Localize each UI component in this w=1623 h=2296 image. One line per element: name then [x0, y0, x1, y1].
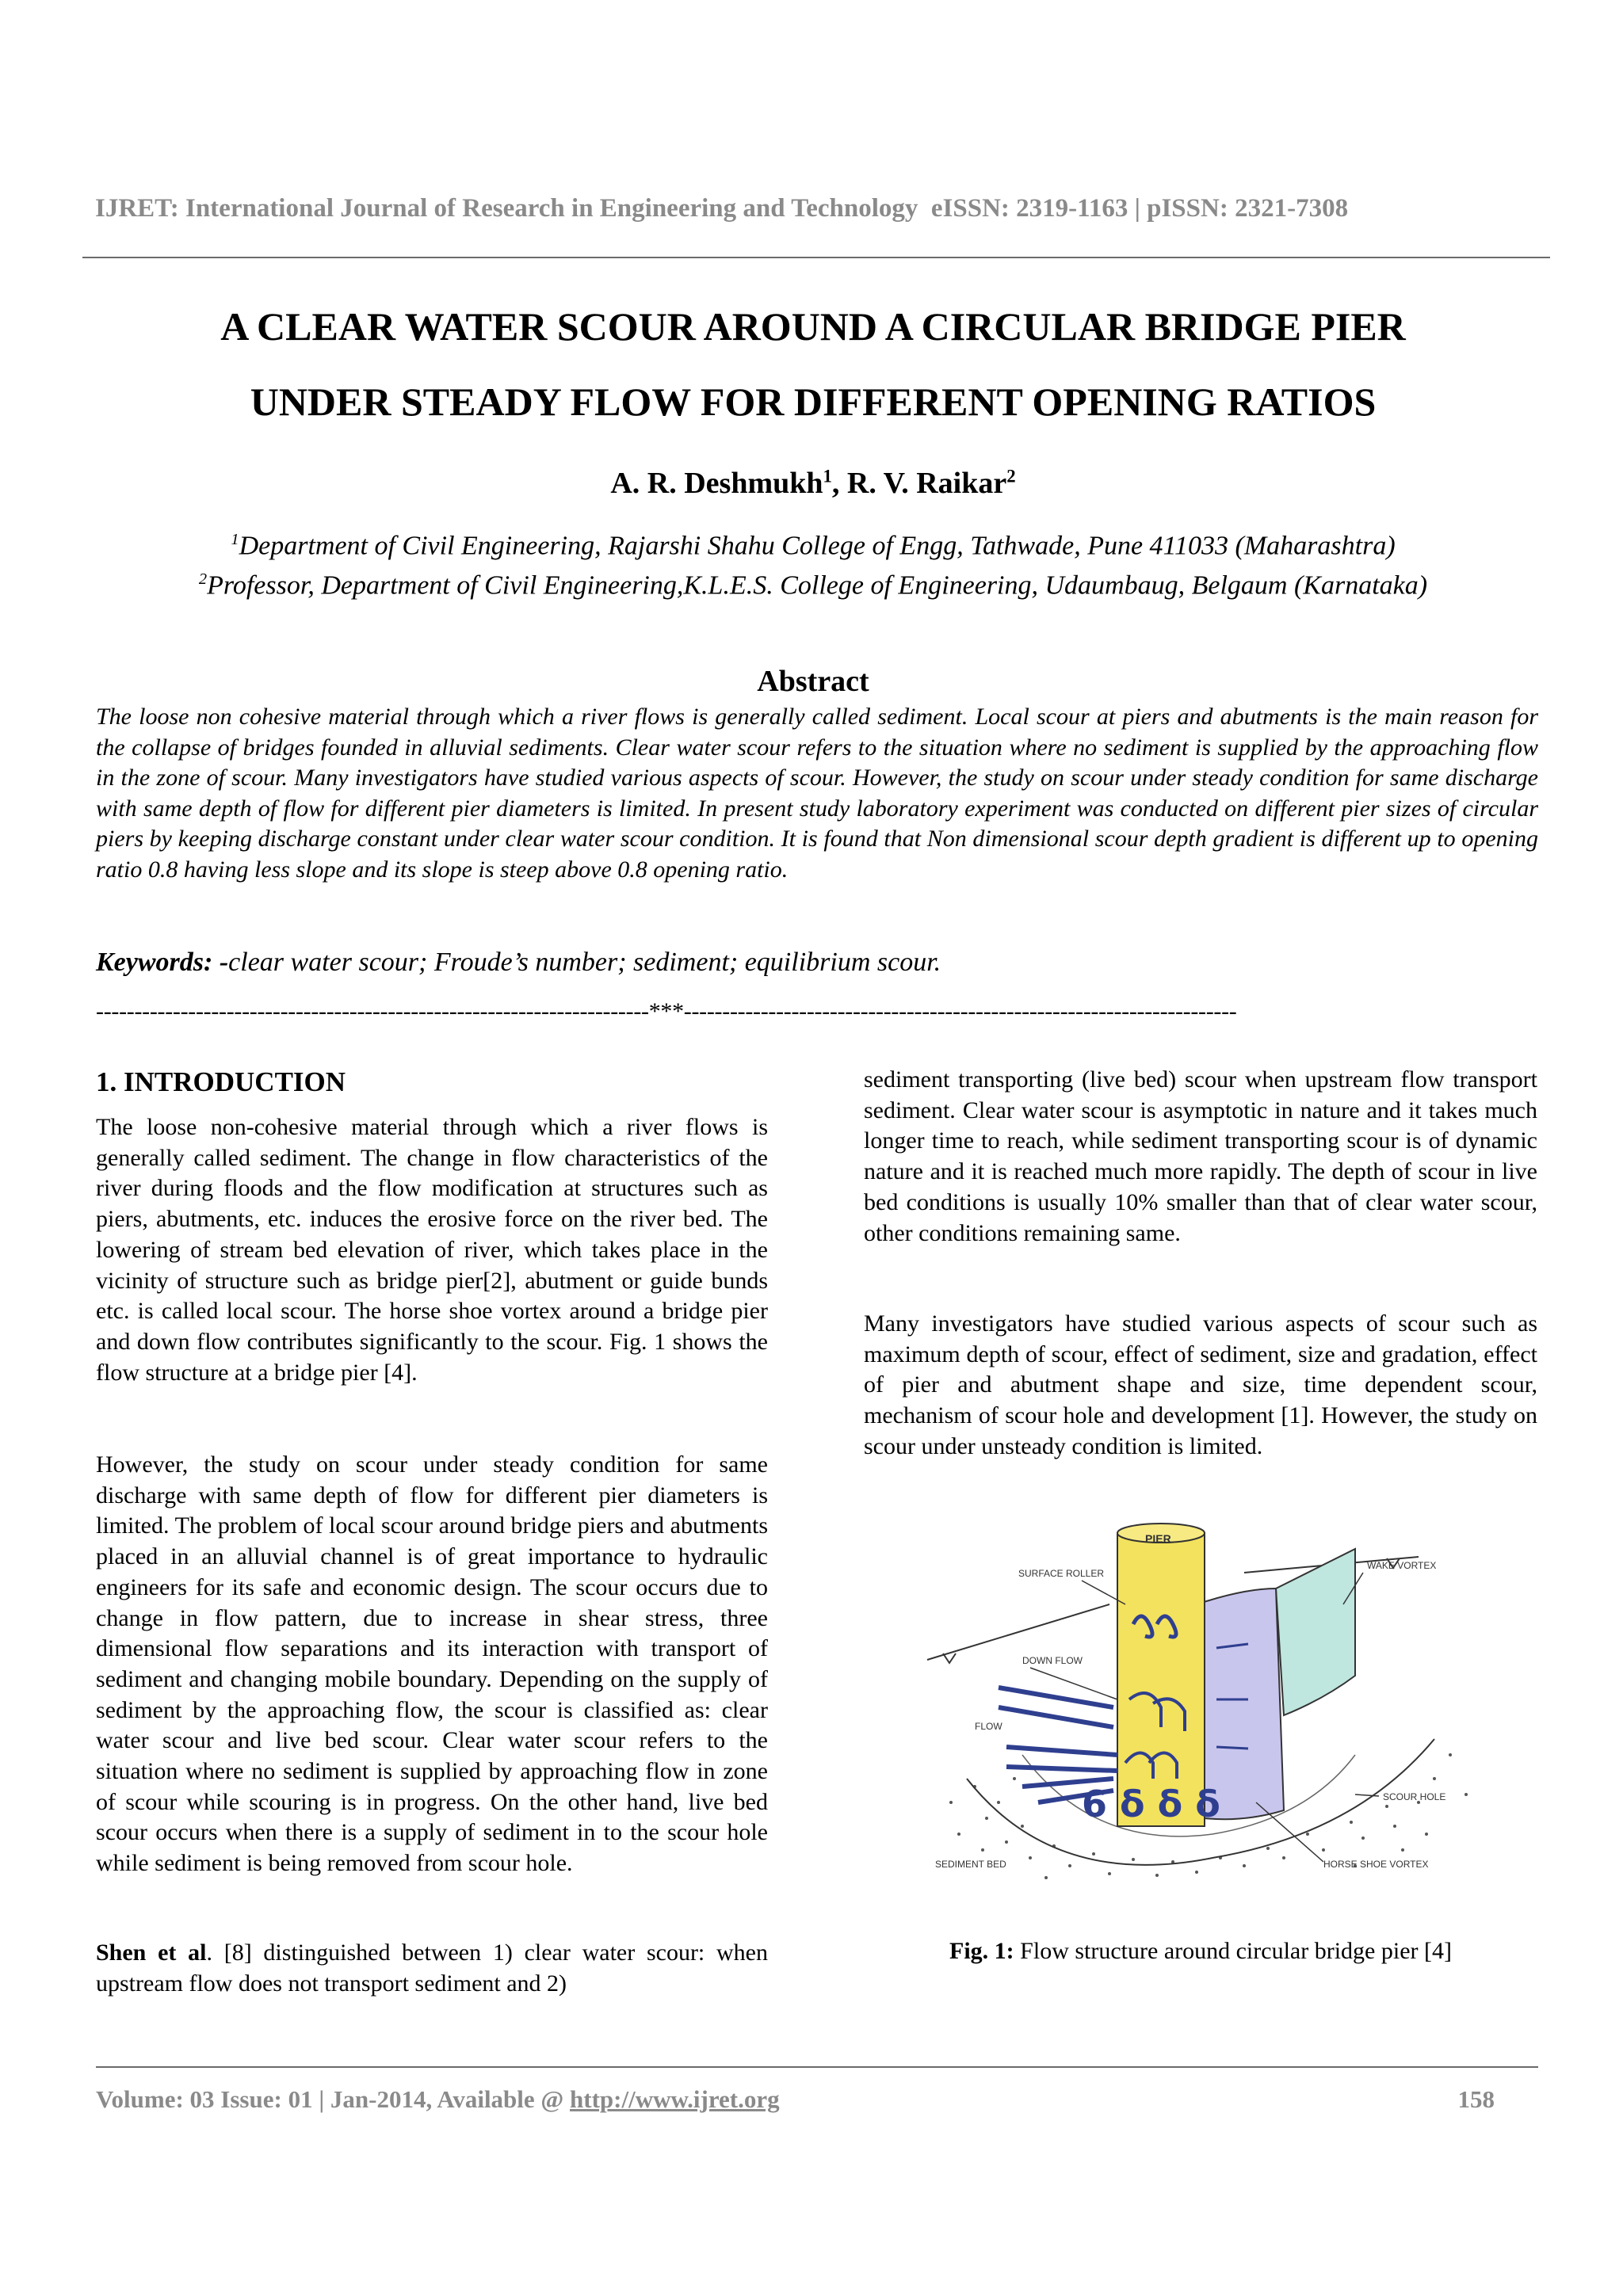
footer — [96, 2085, 1538, 2114]
water-surface-line — [927, 1604, 1109, 1660]
label-scour-hole: SCOUR HOLE — [1383, 1791, 1446, 1802]
author-1-sup: 1 — [823, 466, 832, 486]
keywords — [96, 948, 1538, 978]
authors — [82, 466, 1544, 501]
journal-link[interactable]: http://www.ijret.org — [570, 2085, 780, 2113]
figure-caption — [864, 1938, 1537, 1965]
label-surface-roller: SURFACE ROLLER — [1018, 1568, 1105, 1579]
affiliations — [82, 523, 1544, 603]
intro-paragraph-1: The loose non-cohesive material through which a river flows is generally called sediment. The change in flow characteristics of the river during floods and the flow modification at structures such as piers, abutments, etc. induces the erosive force on the river bed. The lowering of stream bed elevation of river, which takes place in the vicinity of structure such as bridge pier[2], abutment or guide bunds etc. is called local scour. The horse shoe vortex around a bridge pier and down flow contributes significantly to the scour. Fig. 1 shows the flow structure at a bridge pier [4]. — [96, 1114, 768, 1386]
affiliation-2-sup: 2 — [198, 570, 208, 589]
affiliation-2 — [82, 563, 1544, 602]
issn: eISSN: 2319-1163 | pISSN: 2321-7308 — [930, 194, 1349, 223]
intro-right-paragraph-2: Many investigators have studied various aspects of scour such as maximum depth of scour, effect of sediment, size and gradation, effect of pier and abutment shape and size, time dependent scour, mechanism of scour hole and development [1]. However, the study on scour under unsteady condition is limited. — [864, 1310, 1537, 1459]
label-flow: FLOW — [975, 1721, 1002, 1732]
label-pier: PIER — [1145, 1532, 1171, 1545]
paper-title — [82, 289, 1544, 440]
affiliation-1 — [82, 523, 1544, 563]
title-line-1: A CLEAR WATER SCOUR AROUND A CIRCULAR BRIDGE PIER — [220, 304, 1406, 349]
intro-paragraph-2: However, the study on scour under steady condition for same discharge with same depth of flow for different pier diameters is limited. The problem of local scour around bridge piers and abutments placed in an alluvial channel is of great importance to hydraulic engineers for its safe and economic design. The scour occurs due to change in flow pattern, due to increase in shear stress, three dimensional flow separations and its interaction with transport of sediment and changing mobile boundary. Depending on the supply of sediment by the approaching flow, the scour is classified as: clear water scour and live bed scour. Clear water scour refers to the situation where no sediment is supplied by approaching flow in zone of scour while scouring is in progress. On the other hand, live bed scour occurs when there is a supply of sediment in to the scour hole while sediment is being removed from scour hole. — [96, 1451, 768, 1877]
label-horse-shoe-vortex: HORSE SHOE VORTEX — [1323, 1859, 1429, 1870]
figure-caption-text: Flow structure around circular bridge pier [4] — [1014, 1938, 1452, 1964]
water-level-marker — [943, 1653, 956, 1663]
title-line-2: UNDER STEADY FLOW FOR DIFFERENT OPENING RATIOS — [250, 379, 1377, 424]
footer-rule — [96, 2066, 1538, 2068]
intro-paragraph-3-text: . [8] distinguished between 1) clear water scour: when upstream flow does not transport sediment and 2) — [96, 1939, 768, 1997]
page-number: 158 — [1457, 2085, 1495, 2113]
running-header — [95, 194, 1537, 223]
keywords-text: clear water scour; Froude’s number; sediment; equilibrium scour. — [228, 948, 941, 977]
affiliation-2-text: Professor, Department of Civil Engineering,K.L.E.S. College of Engineering, Udaumbaug, Belgaum (Karnataka) — [207, 570, 1428, 601]
abstract-text: The loose non cohesive material through which a river flows is generally called sediment. Local scour at piers and abutments is the main reason for the collapse of bridges founded in alluvial sediments. Clear water scour refers to the situation where no sediment is supplied by the approaching flow in the zone of scour. Many investigators have studied various aspects of scour. However, the study on scour under steady condition for same discharge with same depth of flow for different pier diameters is limited. In present study laboratory experiment was conducted on different pier sizes of circular piers by keeping discharge constant under clear water scour condition. It is found that Non dimensional scour depth gradient is different up to opening ratio 0.8 having less slope and its slope is steep above 0.8 opening ratio. — [96, 704, 1538, 883]
label-wake-vortex: WAKE VORTEX — [1367, 1560, 1437, 1571]
horse-shoe-vortex-swirls: 6 δ δ δ — [1082, 1783, 1220, 1825]
author-2: R. V. Raikar — [846, 467, 1007, 500]
journal-name: IJRET: International Journal of Research in Engineering and Technology — [95, 194, 918, 223]
figure-caption-label: Fig. 1: — [949, 1938, 1014, 1964]
abstract-heading: Abstract — [757, 665, 869, 698]
author-separator: , — [831, 467, 847, 500]
intro-right-paragraph-1: sediment transporting (live bed) scour when upstream flow transport sediment. Clear water scour is asymptotic in nature and it takes much longer time to reach, while sediment transporting scour is of dynamic nature and it is reached much more rapidly. The depth of scour in live bed conditions is usually 10% smaller than that of clear water scour, other conditions remaining same. — [864, 1066, 1537, 1246]
label-sediment-bed: SEDIMENT BED — [935, 1859, 1006, 1870]
affiliation-1-sup: 1 — [231, 531, 239, 548]
affiliation-1-text: Department of Civil Engineering, Rajarshi Shahu College of Engg, Tathwade, Pune 411033 (Maharashtra) — [239, 531, 1396, 561]
footer-volume: Volume: 03 Issue: 01 | Jan-2014, Available @ — [96, 2085, 571, 2113]
cited-authors: Shen et al — [96, 1939, 207, 1966]
wake-sheet — [1276, 1549, 1355, 1715]
author-1: A. R. Deshmukh — [610, 467, 823, 500]
section-heading-introduction: 1. INTRODUCTION — [96, 1066, 346, 1097]
author-2-sup: 2 — [1006, 466, 1016, 486]
figure-flow-structure — [911, 1517, 1498, 1894]
header-rule — [82, 257, 1550, 258]
label-down-flow: DOWN FLOW — [1022, 1655, 1083, 1666]
section-separator: ------------------------------------------------------------------------***------------------------------------------------------------------------ — [96, 998, 1237, 1024]
keywords-label: Keywords: - — [96, 948, 229, 977]
intro-paragraph-3 — [96, 1938, 768, 1999]
